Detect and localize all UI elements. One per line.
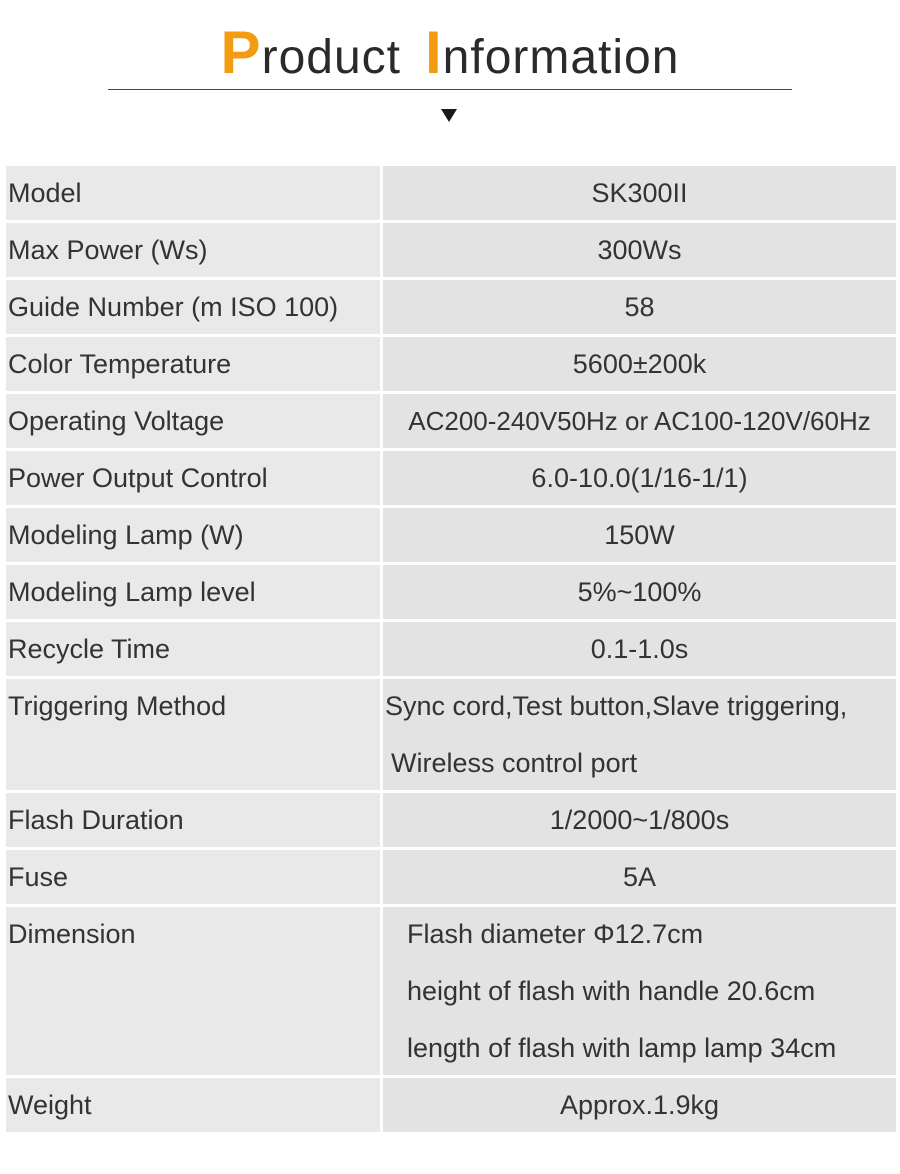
spec-value-line: Sync cord,Test button,Slave triggering, — [385, 691, 848, 721]
page-header — [0, 0, 900, 165]
spec-value: SK300II — [383, 166, 896, 220]
spec-value: 1/2000~1/800s — [383, 793, 896, 847]
spec-value: 150W — [383, 508, 896, 562]
spec-label: Dimension — [6, 907, 380, 1075]
title-initial-p: P — [220, 19, 262, 86]
title-word-information: nformation — [442, 31, 680, 84]
spec-value: Approx.1.9kg — [383, 1078, 896, 1132]
spec-label: Fuse — [6, 850, 380, 904]
spec-value: 5%~100% — [383, 565, 896, 619]
spec-value-line: Flash diameter Φ12.7cm — [407, 919, 704, 949]
spec-value: 5A — [383, 850, 896, 904]
spec-label: Model — [6, 166, 380, 220]
spec-row-fuse — [6, 850, 896, 904]
spec-row-dimension — [6, 907, 896, 1075]
spec-label: Color Temperature — [6, 337, 380, 391]
spec-row-operating-voltage — [6, 394, 896, 448]
spec-row-model — [6, 166, 896, 220]
spec-value — [383, 907, 896, 1075]
spec-value-line: height of flash with handle 20.6cm — [407, 976, 816, 1006]
spec-label: Power Output Control — [6, 451, 380, 505]
spec-row-max-power — [6, 223, 896, 277]
spec-label: Triggering Method — [6, 679, 380, 790]
spec-value: 300Ws — [383, 223, 896, 277]
spec-label: Modeling Lamp (W) — [6, 508, 380, 562]
spec-row-flash-duration — [6, 793, 896, 847]
spec-row-triggering-method — [6, 679, 896, 790]
title-initial-i: I — [424, 19, 443, 86]
spec-row-modeling-lamp — [6, 508, 896, 562]
spec-value: 58 — [383, 280, 896, 334]
spec-label: Recycle Time — [6, 622, 380, 676]
spec-row-power-output-control — [6, 451, 896, 505]
spec-value: 0.1-1.0s — [383, 622, 896, 676]
triangle-down-icon — [441, 109, 457, 122]
spec-label: Max Power (Ws) — [6, 223, 380, 277]
spec-value-line: length of flash with lamp lamp 34cm — [407, 1033, 837, 1063]
spec-value — [383, 679, 896, 790]
spec-label: Flash Duration — [6, 793, 380, 847]
spec-value: 6.0-10.0(1/16-1/1) — [383, 451, 896, 505]
spec-row-color-temperature — [6, 337, 896, 391]
spec-row-weight — [6, 1078, 896, 1132]
spec-row-recycle-time — [6, 622, 896, 676]
spec-value: 5600±200k — [383, 337, 896, 391]
spec-value-line: Wireless control port — [391, 748, 638, 778]
spec-label: Modeling Lamp level — [6, 565, 380, 619]
spec-label: Operating Voltage — [6, 394, 380, 448]
title-underline — [108, 89, 792, 90]
spec-row-modeling-lamp-level — [6, 565, 896, 619]
spec-table — [6, 166, 896, 1135]
title-word-product: roduct — [261, 31, 401, 84]
spec-row-guide-number — [6, 280, 896, 334]
page-title — [0, 18, 900, 87]
spec-label: Weight — [6, 1078, 380, 1132]
spec-label: Guide Number (m ISO 100) — [6, 280, 380, 334]
spec-value: AC200-240V50Hz or AC100-120V/60Hz — [383, 394, 896, 448]
